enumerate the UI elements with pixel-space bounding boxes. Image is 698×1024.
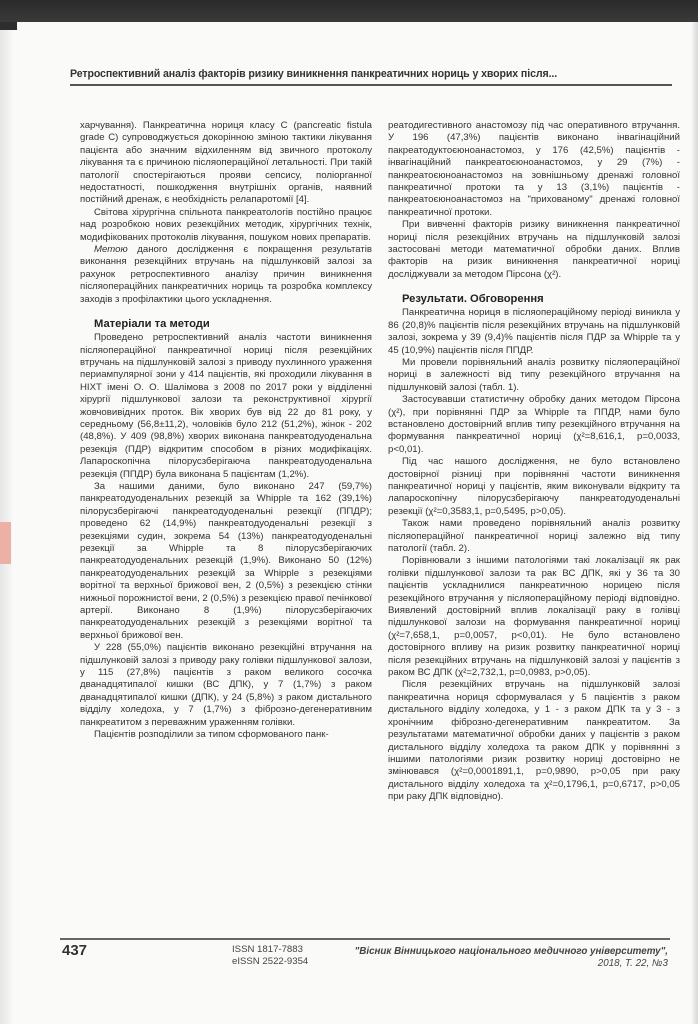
aim-label: Метою (94, 244, 128, 256)
running-title: Ретроспективний аналіз факторів ризику виникнення панкреатичних нориць у хворих після... (70, 68, 558, 80)
header-rule (70, 84, 672, 86)
scan-top-border (0, 0, 698, 22)
paragraph: Після резекційних втручань на підшлунковій залозі панкреатична нориця сформувалася у 5 пацієнтів з раком дистального відділу холедоха, у 1 - з раком ДПК та у 3 - з хронічним фіброзно-дегенеративним панкреатитом. За результатами математичної обробки даних у пацієнтів з раком дистального відділу холедоха та раком ДПК у порівнянні з іншими патологіями ризик розвитку нориці достовірно не змінювався (χ²=0,0001891,1, p=0,9890, p>0,05 при раку дистального відділу холедоха та χ²=0,1796,1, p=0,6717, p>0,05 при раку ДПК відповідно). (388, 679, 680, 803)
issn: ISSN 1817-7883 (232, 944, 303, 955)
journal-issue: 2018, Т. 22, №3 (597, 958, 668, 969)
paragraph: Застосувавши статистичну обробку даних методом Пірсона (χ²), при порівнянні ПДР за Whipple та ППДР, нами було встановлено достовірний вплив типу резекційного втручання на формування панкреатичної нориці (χ²=8,616,1, p=0,0033, p<0,01). (388, 394, 680, 455)
journal-page (0, 22, 698, 1024)
paragraph: У 228 (55,0%) пацієнтів виконано резекційні втручання на підшлунковій залозі з приводу раку голівки підшлункової залози, у 115 (27,8%) пацієнтів з раком великого сосочка дванадцятипалої кишки (ВС ДПК), у 7 (1,7%) з раком дванадцятипалої кишки (ДПК), у 24 (5,8%) з раком дистального відділу холедоха, у 7 (1,7%) з фіброзно-дегенеративним панкреатитом з переважним ураженням голівки. (80, 642, 372, 728)
paragraph: За нашими даними, було виконано 247 (59,7%) панкреатодуоденальних резекцій за Whipple та 162 (39,1%) пілорусзберігаючі панкреатодуоденальні резекції (ППДР); проведено 62 (14,9%) панкреатодуоденальні резекції з резекціями судин, зокрема 54 (13%) панкреатодуоденальні резекції за Whipple та 8 пілорусзберігаючих панкреатодуоденальних резекцій (1,9%). Виконано 50 (12%) панкреатодуоденальних резекцій за Whipple з резекціями ворітної та верхньої брижової вен, 2 (0,5%) з резекцією стінки нижньої порожнистої вени, 2 (0,5%) з резекцією правої печінкової артерії. Виконано 8 (1,9%) пілорусзберігаючих панкреатодуоденальних резекцій з резекціями ворітної та верхньої брижової вен. (80, 480, 372, 641)
paragraph: Також нами проведено порівняльний аналіз розвитку післяопераційної панкреатичної нориці залежно від типу патології (табл. 2). (388, 518, 680, 554)
paragraph: реатодигестивного анастомозу під час оперативного втручання. У 196 (47,3%) пацієнтів виконано інвагінаційний пакреатодуктоєюноанастомоз, у 176 (42,5%) пацієнтів - інвагінаційний панкреатоєюноанастомоз, у 29 (7%) - панкреатоєюноанастомоз на зовнішньому дренажі головної панкреатичної протоки та у 13 (3,1%) пацієнтів - панкреатоєюноанастомоз на "прихованому" дренажі головної панкреатичної протоки. (388, 120, 680, 218)
paragraph: Панкреатична нориця в післяопераційному періоді виникла у 86 (20,8)% пацієнтів після резекційних втручань на підшлунковій залозі, зокрема у 39 (9,4)% пацієнтів після ПДР за Whipple та у 45 (10,9%) пацієнтів після ППДР. (388, 307, 680, 356)
section-heading-methods: Матеріали та методи (94, 318, 210, 331)
section-heading-results: Результати. Обговорення (402, 293, 544, 306)
left-column (80, 120, 372, 742)
right-column (388, 120, 680, 804)
aim-text: даного дослідження є покращення результатів виконання резекційних втручань на підшлунковій залозі за рахунок ретроспективного аналізу причин виникнення післяопераційних панкреатичних нориць та розробка комплексу заходів з профілактики цього ускладнення. (80, 244, 372, 305)
paragraph: Світова хірургічна спільнота панкреатологів постійно працює над розробкою нових резекційних методик, хірургічних технік, модифікованих протоколів лікування, пошуком нових препаратів. (80, 206, 372, 243)
paragraph: Ми провели порівняльний аналіз розвитку післяопераційної нориці в залежності від типу резекційного втручання на підшлунковій залозі (табл. 1). (388, 356, 680, 393)
paragraph: харчування). Панкреатична нориця класу С (pancreatic fistula grade C) супроводжується докорінною зміною тактики лікування пацієнта або значним відхиленням від звичного протоколу лікування та є причиною післяопераційної летальності. При такій патології спостерігаються прояви сепсису, поліорганної недостатності, пошкодження внутрішніх органів, наявний постійний дренаж, є необхідність релапаротомії [4]. (80, 120, 372, 206)
journal-citation (268, 946, 668, 970)
paragraph: При вивченні факторів ризику виникнення панкреатичної нориці після резекційних втручань на підшлунковій залозі застосовані методи математичної обробки даних. Вплив факторів на ризик виникнення панкреатичної нориці досліджували за методом Пірсона (χ²). (388, 219, 680, 280)
page-number: 437 (62, 942, 88, 959)
journal-title: "Вісник Вінницького національного медичного університету", (354, 946, 668, 957)
paragraph: Проведено ретроспективний аналіз частоти виникнення післяопераційної панкреатичної нориці після резекційних втручань на підшлунковій залозі з приводу пухлинного ураження периампулярної зони у 414 пацієнтів, які проходили лікування в НІХТ імені О. О. Шалімова з 2008 по 2017 роки у відділенні хірургії підшлункової залози та реконструктивної хірургії жовчовивідних проток. Вік хворих був від 22 до 81 року, у середньому (56,8±11,2), чоловіків було 212 (51,2%), жінок - 202 (48,8%). У 409 (98,8%) хворих виконана панкреатодуоденальна резекція (ПДР) відкритим способом в різних модифікаціях. Лапароскопічна пілорусзберігаюча панкреатодуоденальна резекція (ППДР) була виконана 5 пацієнтам (1,2%). (80, 332, 372, 480)
footer-rule (60, 938, 670, 940)
paragraph: Порівнювали з іншими патологіями такі локалізації як рак голівки підшлункової залози та рак ВС ДПК, які у 36 та 30 пацієнтів ускладнилися панкреатичною норицею після резекційного втручання у післяопераційному періоді відповідно. Виявлений достовірний вплив локалізації раку в голівці підшлункової залози на формування панкреатичної нориці (χ²=7,658,1, p=0,0057, p<0,01). Не було встановлено достовірного впливу на ризик розвитку панкреатичної нориці після резекційних втручань на підшлунковій залозі у пацієнтів з раком ВС ДПК (χ²=2,732,1, p=0,0983, p>0,05). (388, 555, 680, 679)
paragraph: Під час нашого дослідження, не було встановлено достовірної різниці при порівнянні частоти виникнення панкреатичної нориці у пацієнтів, яким виконували відкриту та лапароскопічну пілорусзберігаючу панкреатодуоденальні резекції (χ²=0,3583,1, p=0,5495, p>0,05). (388, 456, 680, 517)
aim-paragraph (80, 244, 372, 306)
eissn: eISSN 2522-9354 (232, 955, 309, 967)
paragraph: Пацієнтів розподілили за типом сформованого панк- (94, 729, 329, 741)
